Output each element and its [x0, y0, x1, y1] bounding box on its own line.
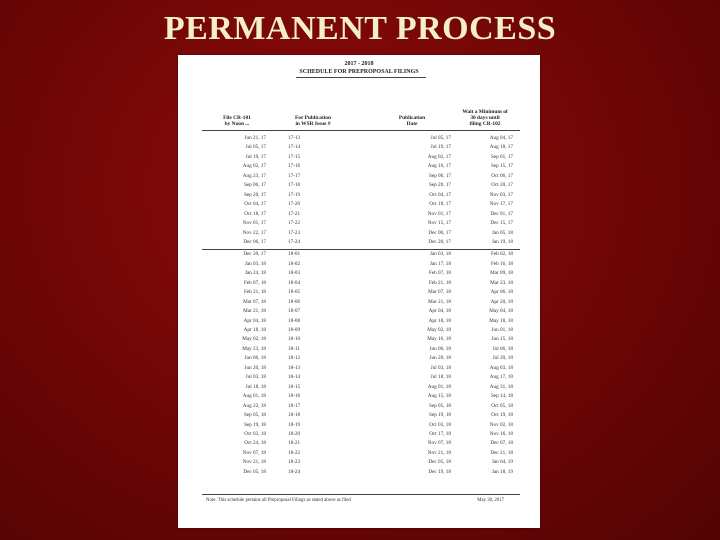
table-cell: Jan 17, 18: [429, 260, 451, 267]
document-heading: SCHEDULE FOR PREPROPOSAL FILINGS: [299, 69, 419, 75]
table-cell: Nov 01, 17: [242, 220, 266, 227]
table-cell: 17-15: [288, 153, 301, 160]
table-cell: 17-23: [288, 229, 301, 236]
table-cell: 18-16: [288, 393, 301, 400]
column-header-line: by Noon ...: [224, 121, 250, 127]
table-row: [178, 431, 540, 439]
table-cell: Oct 03, 18: [244, 430, 266, 437]
table-cell: Feb 07, 18: [428, 270, 451, 277]
table-row: [178, 450, 540, 458]
table-cell: Apr 04, 18: [428, 308, 451, 315]
table-cell: Oct 05, 18: [491, 402, 513, 409]
table-cell: Dec 15, 17: [490, 220, 513, 227]
table-row: [178, 144, 540, 152]
table-row: [178, 251, 540, 259]
table-cell: Jan 05, 18: [491, 229, 513, 236]
table-cell: Dec 06, 17: [243, 238, 266, 245]
table-cell: Nov 21, 18: [242, 459, 266, 466]
table-cell: Aug 01, 18: [427, 383, 451, 390]
column-header-wait: [450, 109, 520, 127]
table-row: [178, 384, 540, 392]
table-cell: Mar 21, 18: [243, 308, 266, 315]
table-cell: Feb 21, 18: [243, 289, 266, 296]
table-cell: 18-23: [288, 459, 301, 466]
table-row: [178, 173, 540, 181]
table-row: [178, 154, 540, 162]
table-cell: 18-15: [288, 383, 301, 390]
table-cell: Jul 03, 18: [430, 364, 451, 371]
table-cell: Dec 21, 18: [490, 449, 513, 456]
table-cell: Nov 07, 18: [242, 449, 266, 456]
table-cell: 17-22: [288, 220, 301, 227]
table-cell: 17-14: [288, 144, 301, 151]
table-cell: 17-18: [288, 182, 301, 189]
table-cell: Dec 20, 17: [243, 251, 266, 258]
table-cell: Jul 19, 17: [430, 144, 451, 151]
table-cell: Feb 02, 18: [490, 251, 513, 258]
table-cell: Oct 03, 18: [429, 421, 451, 428]
table-cell: Mar 09, 18: [490, 270, 513, 277]
table-cell: Aug 15, 18: [427, 393, 451, 400]
table-cell: Nov 07, 18: [427, 440, 451, 447]
table-cell: Oct 18, 17: [244, 210, 266, 217]
table-cell: Mar 07, 18: [243, 298, 266, 305]
table-cell: Dec 07, 18: [490, 440, 513, 447]
table-cell: Jan 04, 19: [491, 459, 513, 466]
table-cell: 18-11: [288, 345, 300, 352]
table-cell: Aug 18, 17: [489, 144, 513, 151]
table-row: [178, 393, 540, 401]
table-cell: Dec 05, 18: [428, 459, 451, 466]
table-cell: 18-07: [288, 308, 301, 315]
table-cell: Oct 17, 18: [429, 430, 451, 437]
column-header-publication-date: [382, 115, 442, 127]
table-row: [178, 412, 540, 420]
table-cell: Aug 01, 18: [242, 393, 266, 400]
column-header-line: Publication: [398, 115, 426, 121]
table-cell: Dec 19, 18: [428, 468, 451, 475]
table-cell: Dec 20, 17: [428, 238, 451, 245]
table-cell: Aug 23, 17: [242, 172, 266, 179]
table-row: [178, 239, 540, 247]
column-header-line: Date: [406, 121, 418, 127]
footer-note: [206, 498, 512, 503]
table-row: [178, 346, 540, 354]
table-cell: May 18, 18: [489, 317, 513, 324]
table-cell: May 04, 18: [489, 308, 513, 315]
table-cell: 18-01: [288, 251, 301, 258]
table-cell: Aug 17, 18: [489, 374, 513, 381]
table-cell: Apr 18, 18: [428, 317, 451, 324]
table-cell: Sep 14, 18: [490, 393, 513, 400]
table-row: [178, 459, 540, 467]
table-row: [178, 469, 540, 477]
table-cell: Feb 16, 18: [490, 260, 513, 267]
table-cell: Oct 20, 17: [491, 182, 513, 189]
table-cell: Sep 05, 18: [243, 412, 266, 419]
table-cell: Jun 06, 18: [429, 345, 451, 352]
table-cell: Nov 17, 17: [489, 201, 513, 208]
table-cell: Aug 04, 17: [489, 135, 513, 141]
table-row: [178, 135, 540, 143]
table-cell: Dec 01, 17: [490, 210, 513, 217]
table-cell: Jun 21, 17: [244, 135, 266, 141]
table-cell: Oct 18, 17: [429, 201, 451, 208]
year-separator-rule: [202, 249, 520, 250]
table-cell: Sep 20, 17: [428, 182, 451, 189]
table-row: [178, 318, 540, 326]
table-cell: Jan 03, 18: [244, 260, 266, 267]
table-cell: Nov 22, 17: [242, 229, 266, 236]
column-header-line: File CR-101: [223, 115, 251, 121]
table-cell: Sep 15, 17: [490, 163, 513, 170]
table-cell: 18-14: [288, 374, 301, 381]
table-cell: Jul 18, 18: [430, 374, 451, 381]
column-header-line: filing CR-102: [469, 121, 501, 127]
table-cell: Feb 07, 18: [243, 279, 266, 286]
table-cell: Oct 24, 18: [244, 440, 266, 447]
note-date: May 30, 2017: [477, 498, 504, 503]
table-cell: Jun 06, 18: [244, 355, 266, 362]
table-cell: 18-02: [288, 260, 301, 267]
table-cell: 18-20: [288, 430, 301, 437]
note-text: This schedule pertains all Preproposal Filings as stated above as filed: [217, 498, 351, 503]
table-row: [178, 403, 540, 411]
table-cell: Oct 19, 18: [491, 412, 513, 419]
header-underline: [202, 130, 520, 131]
schedule-document: [178, 55, 540, 528]
table-cell: Sep 19, 18: [243, 421, 266, 428]
table-cell: Sep 05, 18: [428, 402, 451, 409]
table-row: [178, 308, 540, 316]
column-header-publication-issue: [278, 115, 348, 127]
table-row: [178, 182, 540, 190]
table-cell: Jan 19, 18: [491, 238, 513, 245]
table-cell: Nov 16, 18: [489, 430, 513, 437]
table-cell: Sep 01, 17: [490, 153, 513, 160]
column-header-line: For Publication: [295, 115, 331, 121]
table-cell: Nov 03, 17: [489, 191, 513, 198]
table-row: [178, 201, 540, 209]
table-cell: Mar 07, 18: [428, 289, 451, 296]
slide-title: PERMANENT PROCESS: [163, 10, 557, 47]
table-cell: Apr 20, 18: [490, 298, 513, 305]
table-cell: 18-03: [288, 270, 301, 277]
table-cell: 18-12: [288, 355, 301, 362]
table-cell: 18-10: [288, 336, 301, 343]
table-row: [178, 163, 540, 171]
table-cell: Jul 20, 18: [492, 355, 513, 362]
table-cell: 18-04: [288, 279, 301, 286]
table-cell: 18-21: [288, 440, 301, 447]
table-cell: May 02, 18: [242, 336, 266, 343]
document-year: 2017 - 2018: [344, 61, 374, 67]
table-row: [178, 211, 540, 219]
table-cell: 18-06: [288, 298, 301, 305]
table-cell: Jul 05, 17: [430, 135, 451, 141]
table-cell: May 23, 18: [242, 345, 266, 352]
column-header-file: [206, 115, 268, 127]
table-cell: Oct 04, 17: [244, 201, 266, 208]
table-cell: Jun 20, 18: [429, 355, 451, 362]
table-cell: Sep 06, 17: [428, 172, 451, 179]
table-row: [178, 192, 540, 200]
table-cell: Jan 18, 19: [491, 468, 513, 475]
table-cell: Nov 01, 17: [427, 210, 451, 217]
table-cell: 18-08: [288, 317, 301, 324]
table-cell: May 16, 18: [427, 336, 451, 343]
table-cell: Aug 31, 18: [489, 383, 513, 390]
table-cell: Jul 18, 18: [245, 383, 266, 390]
table-cell: Oct 04, 17: [429, 191, 451, 198]
column-header-line: in WSR Issue #: [295, 121, 331, 127]
table-row: [178, 280, 540, 288]
table-cell: Aug 03, 18: [489, 364, 513, 371]
table-cell: Jul 06, 18: [492, 345, 513, 352]
table-row: [178, 230, 540, 238]
table-cell: 18-17: [288, 402, 301, 409]
table-cell: Aug 02, 17: [427, 153, 451, 160]
table-cell: Jan 24, 18: [244, 270, 266, 277]
table-cell: Aug 16, 17: [427, 163, 451, 170]
table-cell: Jun 01, 18: [491, 327, 513, 333]
table-cell: Jul 05, 17: [245, 144, 266, 151]
table-cell: Dec 05, 18: [243, 468, 266, 475]
table-cell: Mar 23, 18: [490, 279, 513, 286]
table-cell: Jun 15, 18: [491, 336, 513, 343]
column-header-line: Wait a Minimum of: [462, 109, 508, 115]
table-cell: Jan 03, 18: [429, 251, 451, 258]
table-row: [178, 336, 540, 344]
table-row: [178, 422, 540, 430]
table-row: [178, 299, 540, 307]
table-cell: 18-24: [288, 468, 301, 475]
table-cell: 18-05: [288, 289, 301, 296]
table-cell: 17-16: [288, 163, 301, 170]
table-row: [178, 440, 540, 448]
table-row: [178, 220, 540, 228]
table-cell: Sep 20, 17: [243, 191, 266, 198]
table-cell: Jun 20, 18: [244, 364, 266, 371]
table-row: [178, 355, 540, 363]
table-cell: 17-19: [288, 191, 301, 198]
table-cell: Dec 06, 17: [428, 229, 451, 236]
table-cell: 18-22: [288, 449, 301, 456]
table-cell: 18-13: [288, 364, 301, 371]
table-cell: Nov 21, 18: [427, 449, 451, 456]
table-row: [178, 289, 540, 297]
table-row: [178, 365, 540, 373]
table-cell: Feb 21, 18: [428, 279, 451, 286]
table-cell: Jul 03, 18: [245, 374, 266, 381]
table-cell: Oct 06, 17: [491, 172, 513, 179]
note-label: Note:: [206, 498, 217, 503]
table-cell: Mar 21, 18: [428, 298, 451, 305]
table-cell: 18-18: [288, 412, 301, 419]
table-cell: 17-13: [288, 135, 301, 141]
table-cell: Sep 06, 17: [243, 182, 266, 189]
table-cell: 17-21: [288, 210, 301, 217]
table-cell: Nov 02, 18: [489, 421, 513, 428]
table-cell: 18-09: [288, 327, 301, 333]
heading-rule: [296, 77, 426, 78]
table-cell: Aug 22, 18: [242, 402, 266, 409]
footer-rule: [202, 494, 520, 495]
table-cell: Apr 18, 18: [243, 327, 266, 333]
table-cell: Aug 02, 17: [242, 163, 266, 170]
table-cell: Apr 06, 18: [490, 289, 513, 296]
table-row: [178, 270, 540, 278]
table-cell: 17-24: [288, 238, 301, 245]
table-cell: Nov 15, 17: [427, 220, 451, 227]
table-row: [178, 374, 540, 382]
table-cell: 18-19: [288, 421, 301, 428]
table-cell: May 02, 18: [427, 327, 451, 333]
table-cell: Apr 04, 18: [243, 317, 266, 324]
table-cell: Jul 19, 17: [245, 153, 266, 160]
table-cell: Sep 19, 18: [428, 412, 451, 419]
table-cell: 17-17: [288, 172, 301, 179]
table-row: [178, 261, 540, 269]
table-cell: 17-20: [288, 201, 301, 208]
table-row: [178, 327, 540, 335]
column-header-line: 30 days until: [470, 115, 500, 121]
